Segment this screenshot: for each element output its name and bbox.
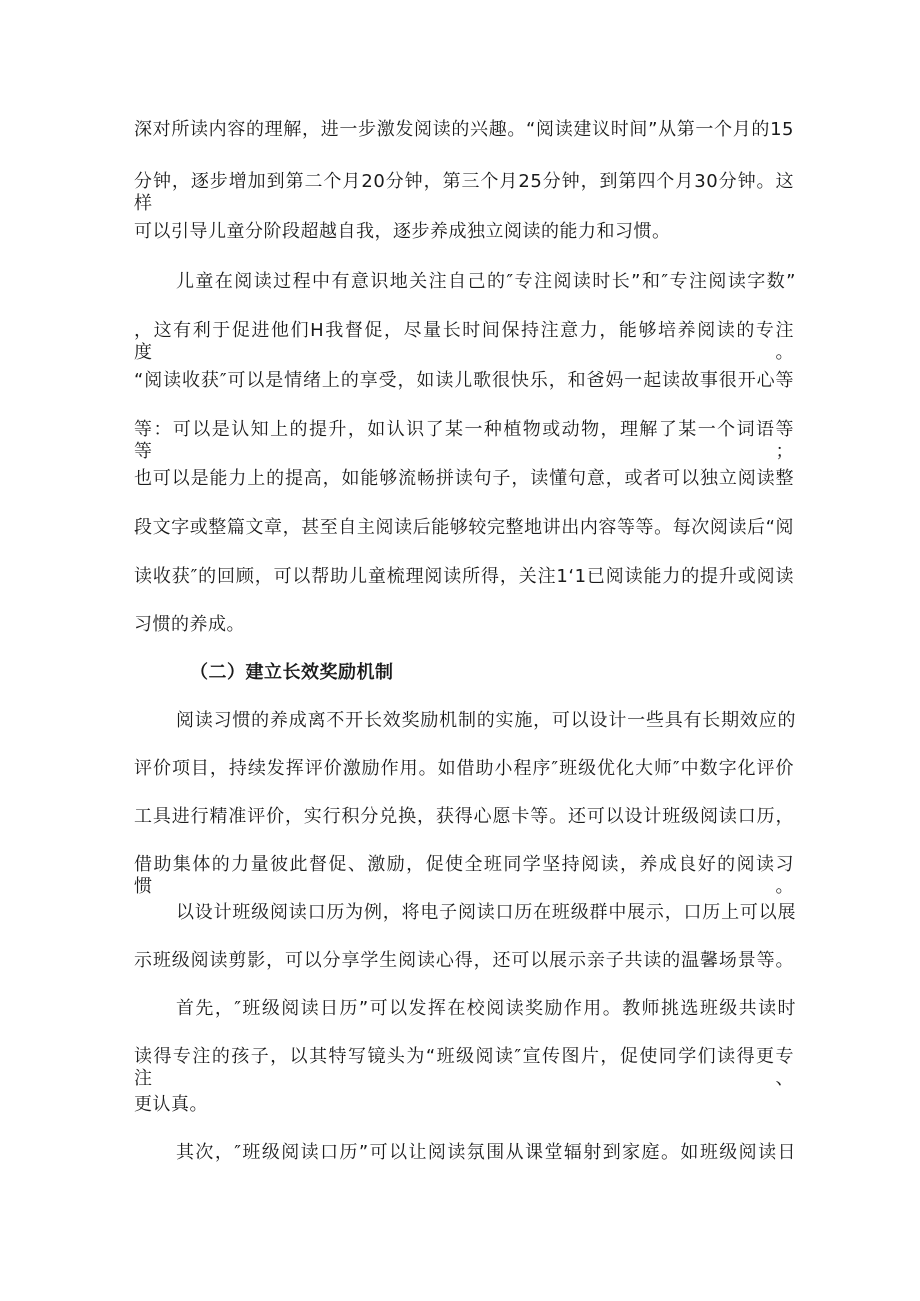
paragraph-line: 儿童在阅读过程中有意识地关注自己的″专注阅读时长”和″专注阅读字数” (176, 271, 796, 292)
paragraph-line: ，这有利于促进他们H我督促，尽量长时间保持注意力，能够培养阅读的专注度。 (134, 320, 794, 363)
paragraph-line: 分钟，逐步增加到第二个月20分钟，第三个月25分钟，到第四个月30分钟。这样 (134, 171, 794, 214)
paragraph-line: 更认真。 (134, 1094, 208, 1115)
section-heading: （二）建立长效奖励机制 (190, 662, 394, 683)
paragraph-line: 其次，″班级阅读口历”可以让阅读氛围从课堂辐射到家庭。如班级阅读日 (176, 1142, 796, 1163)
paragraph-line: 示班级阅读剪影，可以分享学生阅读心得，还可以展示亲子共读的温馨场景等。 (134, 950, 794, 971)
paragraph-line: 也可以是能力上的提高，如能够流畅拼读句子，读懂句意，或者可以独立阅读整 (134, 468, 794, 489)
paragraph-line: “阅读收获″可以是情绪上的享受，如读儿歌很快乐，和爸妈一起读故事很开心等 (134, 370, 794, 391)
paragraph-line: 读得专注的孩子，以其特写镜头为“班级阅读″宣传图片，促使同学们读得更专注、 (134, 1046, 794, 1089)
paragraph-line: 首先，″班级阅读日历”可以发挥在校阅读奖励作用。教师挑选班级共读时 (176, 998, 796, 1019)
paragraph-line: 读收获″的回顾，可以帮助儿童梳理阅读所得，关注1‘1已阅读能力的提升或阅读 (134, 566, 794, 587)
paragraph-line: 习惯的养成。 (134, 614, 245, 635)
paragraph-line: 评价项目，持续发挥评价激励作用。如借助小程序″班级优化大师″中数字化评价 (134, 758, 794, 779)
paragraph-line: 可以引导儿童分阶段超越自我，逐步养成独立阅读的能力和习惯。 (134, 221, 671, 242)
paragraph-line: 借助集体的力量彼此督促、激励，促使全班同学坚持阅读，养成良好的阅读习惯。 (134, 854, 794, 897)
paragraph-line: 工具进行精准评价，实行积分兑换，获得心愿卡等。还可以设计班级阅读口历， (134, 806, 794, 827)
paragraph-line: 等：可以是认知上的提升，如认识了某一种植物或动物，理解了某一个词语等等； (134, 419, 794, 462)
paragraph-line: 段文字或整篇文章，甚至自主阅读后能够较完整地讲出内容等等。每次阅读后“阅 (134, 517, 794, 538)
paragraph-line: 阅读习惯的养成离不开长效奖励机制的实施，可以设计一些具有长期效应的 (176, 710, 796, 731)
paragraph-line: 以设计班级阅读口历为例，将电子阅读口历在班级群中展示，口历上可以展 (176, 902, 796, 923)
paragraph-line: 深对所读内容的理解，进一步激发阅读的兴趣。“阅读建议时间”从第一个月的15 (134, 119, 794, 140)
